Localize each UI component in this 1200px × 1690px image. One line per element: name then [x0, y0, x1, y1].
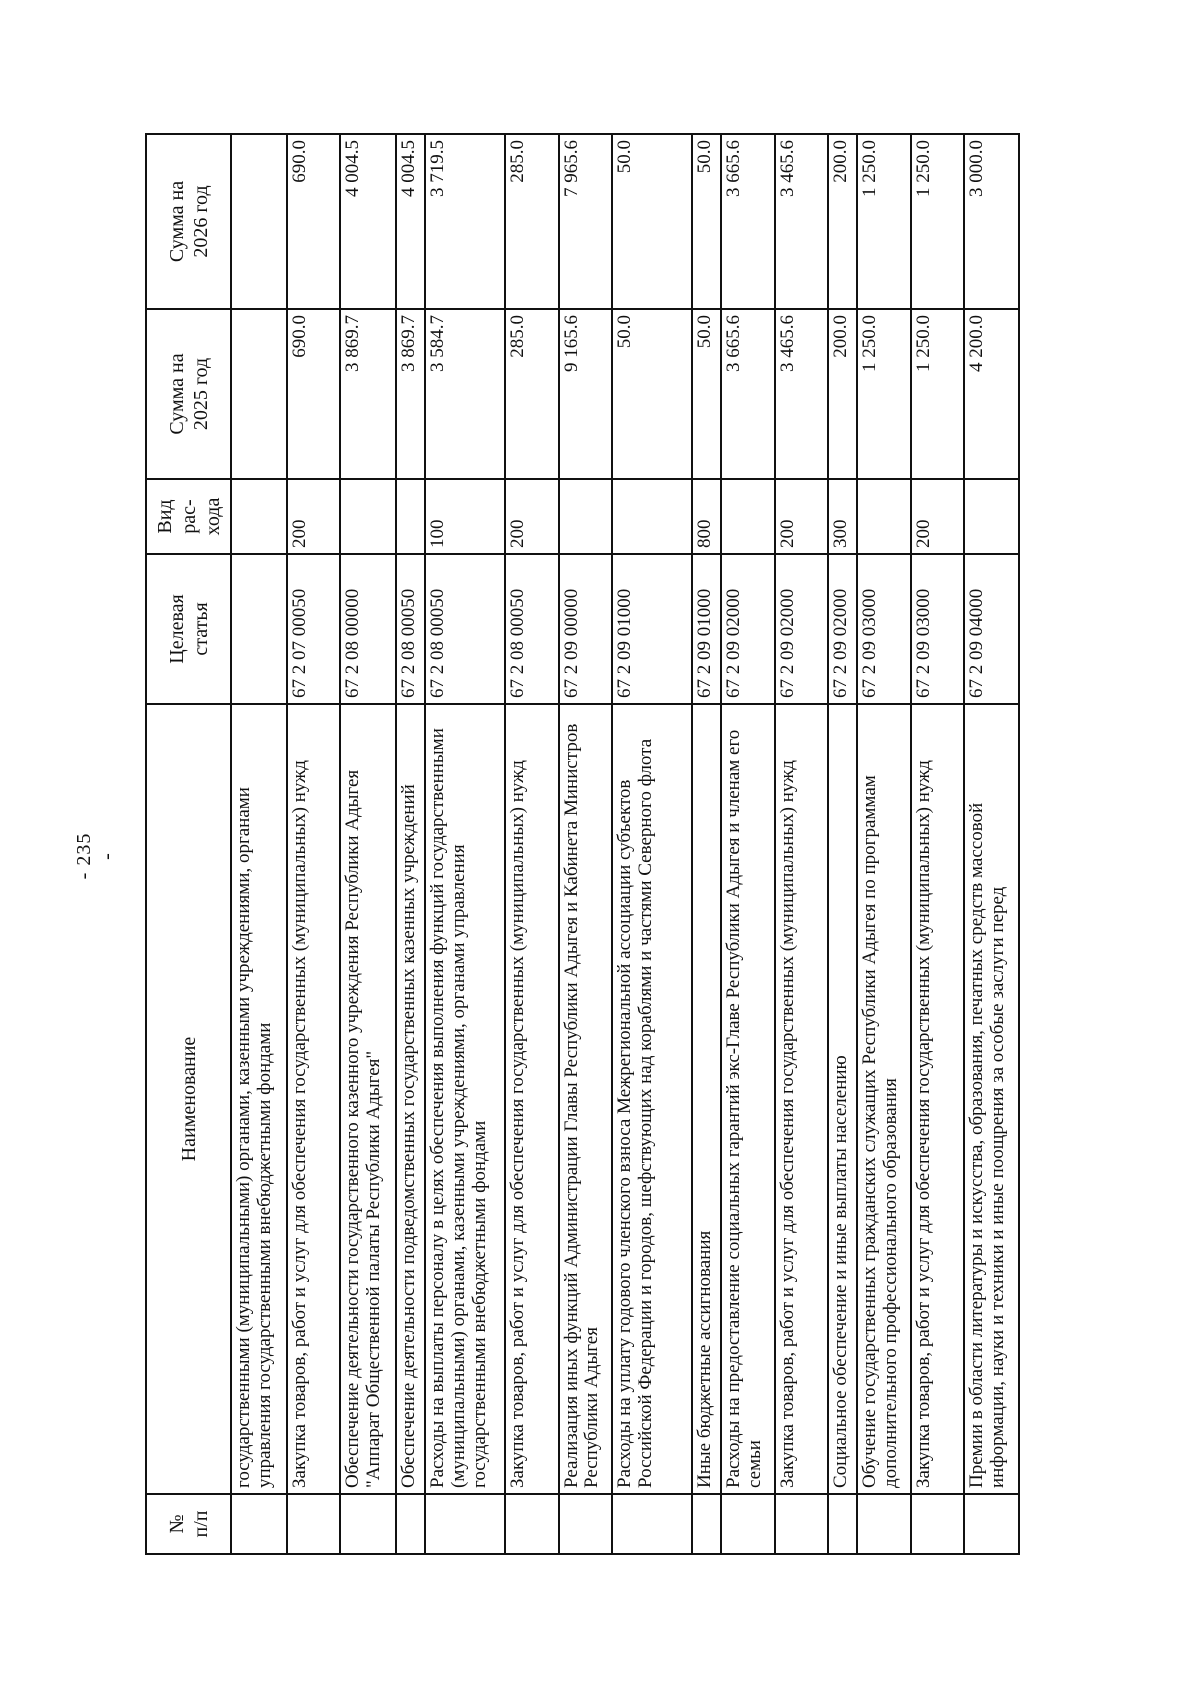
table-row	[721, 134, 775, 1554]
name-cell: Закупка товаров, работ и услуг для обеспечения государственных (муниципальных) нужд	[775, 704, 829, 1494]
sum-2026-cell: 3 665.6	[721, 134, 775, 309]
expense-kind-cell: 100	[425, 479, 505, 554]
target-code-cell: 67 2 08 00050	[505, 554, 559, 704]
sum-2025-cell: 285.0	[505, 309, 559, 479]
sum-2026-cell: 4 004.5	[340, 134, 396, 309]
sum-2026-cell: 285.0	[505, 134, 559, 309]
sum-2026-cell: 50.0	[612, 134, 692, 309]
name-cell: Закупка товаров, работ и услуг для обеспечения государственных (муниципальных) нужд	[287, 704, 341, 1494]
table-row	[692, 134, 721, 1554]
row-number-cell	[828, 1494, 857, 1554]
sum-2025-cell: 1 250.0	[911, 309, 965, 479]
expense-kind-cell: 200	[287, 479, 341, 554]
expense-kind-cell	[340, 479, 396, 554]
sum-2026-cell	[231, 134, 287, 309]
target-code-cell: 67 2 08 00050	[425, 554, 505, 704]
sum-2026-cell: 4 004.5	[396, 134, 425, 309]
sum-2026-cell: 200.0	[828, 134, 857, 309]
sum-2025-cell: 50.0	[612, 309, 692, 479]
sum-2025-cell: 50.0	[692, 309, 721, 479]
sum-2026-cell: 50.0	[692, 134, 721, 309]
expense-kind-cell: 200	[505, 479, 559, 554]
expense-kind-cell: 200	[911, 479, 965, 554]
name-cell: Социальное обеспечение и иные выплаты населению	[828, 704, 857, 1494]
target-code-cell: 67 2 09 02000	[828, 554, 857, 704]
header-sum-2025: Сумма на 2025 год	[146, 309, 231, 479]
target-code-cell: 67 2 09 01000	[612, 554, 692, 704]
table-row	[340, 134, 396, 1554]
table-row	[287, 134, 341, 1554]
sum-2025-cell: 1 250.0	[857, 309, 911, 479]
sum-2025-cell: 200.0	[828, 309, 857, 479]
name-cell: Расходы на предоставление социальных гарантий экс-Главе Республики Адыгея и членам его семьи	[721, 704, 775, 1494]
table-body	[231, 134, 1019, 1554]
table-row	[396, 134, 425, 1554]
name-cell: Закупка товаров, работ и услуг для обеспечения государственных (муниципальных) нужд	[505, 704, 559, 1494]
sum-2025-cell: 3 869.7	[396, 309, 425, 479]
name-cell: Реализация иных функций Администрации Главы Республики Адыгея и Кабинета Министров Республики Адыгея	[559, 704, 613, 1494]
target-code-cell: 67 2 09 01000	[692, 554, 721, 704]
sum-2026-cell: 1 250.0	[911, 134, 965, 309]
name-cell: Премии в области литературы и искусства, образования, печатных средств массовой информации, науки и техники и иные поощрения за особые заслуги перед	[964, 704, 1019, 1494]
sum-2026-cell: 3 719.5	[425, 134, 505, 309]
name-cell: Расходы на выплаты персоналу в целях обеспечения выполнения функций государственными (муниципальными) органами, казенными учреждениями, органами управления государственными внебюджетными фондами	[425, 704, 505, 1494]
name-cell: государственными (муниципальными) органами, казенными учреждениями, органами управления государственными внебюджетными фондами	[231, 704, 287, 1494]
sum-2025-cell: 3 665.6	[721, 309, 775, 479]
sum-2026-cell: 3 465.6	[775, 134, 829, 309]
header-num: № п/п	[146, 1494, 231, 1554]
row-number-cell	[396, 1494, 425, 1554]
row-number-cell	[612, 1494, 692, 1554]
expense-kind-cell	[612, 479, 692, 554]
sum-2025-cell: 3 584.7	[425, 309, 505, 479]
row-number-cell	[964, 1494, 1019, 1554]
expense-kind-cell	[857, 479, 911, 554]
table-header-row	[146, 134, 231, 1554]
table-row	[911, 134, 965, 1554]
name-cell: Обучение государственных гражданских служащих Республики Адыгея по программам дополнительного профессионального образования	[857, 704, 911, 1494]
row-number-cell	[287, 1494, 341, 1554]
target-code-cell: 67 2 08 00000	[340, 554, 396, 704]
sum-2026-cell: 3 000.0	[964, 134, 1019, 309]
target-code-cell: 67 2 07 00050	[287, 554, 341, 704]
name-cell: Обеспечение деятельности подведомственных государственных казенных учреждений	[396, 704, 425, 1494]
expense-kind-cell	[721, 479, 775, 554]
expense-kind-cell	[964, 479, 1019, 554]
name-cell: Иные бюджетные ассигнования	[692, 704, 721, 1494]
sum-2025-cell: 4 200.0	[964, 309, 1019, 479]
row-number-cell	[505, 1494, 559, 1554]
sum-2025-cell: 690.0	[287, 309, 341, 479]
sum-2025-cell: 3 869.7	[340, 309, 396, 479]
budget-table	[145, 133, 1020, 1555]
target-code-cell: 67 2 09 03000	[857, 554, 911, 704]
expense-kind-cell	[231, 479, 287, 554]
expense-kind-cell: 200	[775, 479, 829, 554]
expense-kind-cell: 300	[828, 479, 857, 554]
sum-2025-cell: 3 465.6	[775, 309, 829, 479]
table-row	[612, 134, 692, 1554]
name-cell: Обеспечение деятельности государственного казенного учреждения Республики Адыгея "Аппарат Общественной палаты Республики Адыгея"	[340, 704, 396, 1494]
name-cell: Расходы на уплату годового членского взноса Межрегиональной ассоциации субъектов Российской Федерации и городов, шефствующих над кораблями и частями Северного флота	[612, 704, 692, 1494]
row-number-cell	[911, 1494, 965, 1554]
row-number-cell	[425, 1494, 505, 1554]
table-row	[231, 134, 287, 1554]
page-number: - 235 -	[73, 832, 118, 880]
expense-kind-cell	[559, 479, 613, 554]
row-number-cell	[775, 1494, 829, 1554]
table-row	[505, 134, 559, 1554]
expense-kind-cell: 800	[692, 479, 721, 554]
row-number-cell	[692, 1494, 721, 1554]
target-code-cell: 67 2 09 00000	[559, 554, 613, 704]
header-name: Наименование	[146, 704, 231, 1494]
sum-2025-cell	[231, 309, 287, 479]
sum-2025-cell: 9 165.6	[559, 309, 613, 479]
target-code-cell: 67 2 08 00050	[396, 554, 425, 704]
sum-2026-cell: 1 250.0	[857, 134, 911, 309]
expense-kind-cell	[396, 479, 425, 554]
header-kind: Вид рас- хода	[146, 479, 231, 554]
row-number-cell	[559, 1494, 613, 1554]
name-cell: Закупка товаров, работ и услуг для обеспечения государственных (муниципальных) нужд	[911, 704, 965, 1494]
table-row	[964, 134, 1019, 1554]
table-row	[775, 134, 829, 1554]
row-number-cell	[231, 1494, 287, 1554]
target-code-cell: 67 2 09 02000	[775, 554, 829, 704]
target-code-cell: 67 2 09 02000	[721, 554, 775, 704]
table-row	[425, 134, 505, 1554]
sum-2026-cell: 7 965.6	[559, 134, 613, 309]
header-sum-2026: Сумма на 2026 год	[146, 134, 231, 309]
rotated-table-container	[145, 135, 1020, 1555]
table-row	[828, 134, 857, 1554]
target-code-cell: 67 2 09 03000	[911, 554, 965, 704]
table-row	[857, 134, 911, 1554]
header-code: Целевая статья	[146, 554, 231, 704]
target-code-cell: 67 2 09 04000	[964, 554, 1019, 704]
row-number-cell	[857, 1494, 911, 1554]
row-number-cell	[340, 1494, 396, 1554]
table-row	[559, 134, 613, 1554]
sum-2026-cell: 690.0	[287, 134, 341, 309]
row-number-cell	[721, 1494, 775, 1554]
target-code-cell	[231, 554, 287, 704]
